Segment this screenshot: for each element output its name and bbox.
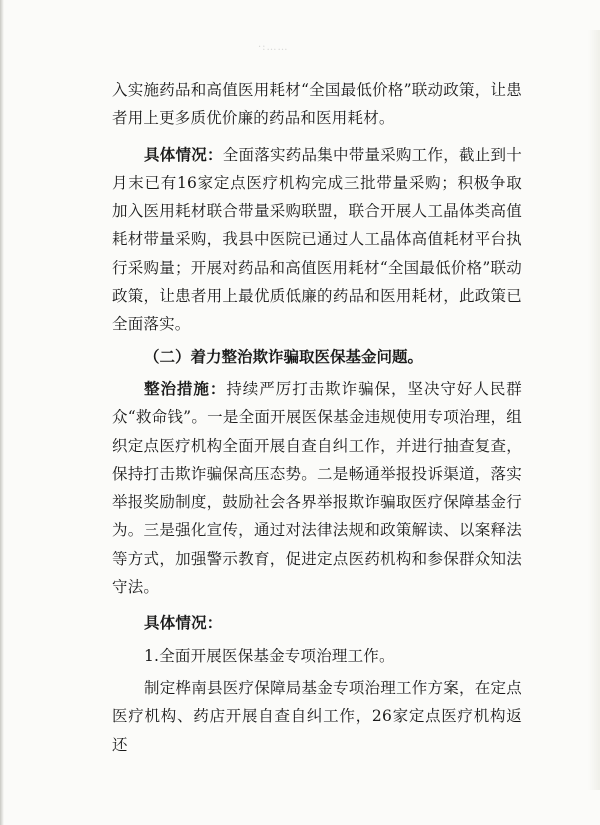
paragraph-implementation-drugs	[112, 141, 522, 339]
paragraph-fund-rectification: 制定桦南县医疗保障局基金专项治理工作方案，在定点医疗机构、药店开展自查自纠工作，26家定点医疗机构返还	[112, 678, 522, 754]
paragraph-text: 全面落实药品集中带量采购工作，截止到十月末已有16家定点医疗机构完成三批带量采购；积极争取加入医用耗材联合带量采购联盟，联合开展人工晶体类高值耗材带量采购，我县中医院已通过人工晶体高值耗材平台执行采购量；开展对药品和高值医用耗材“全国最低价格”联动政策，让患者用上最优质低廉的药品和医用耗材，此政策已全面落实。	[112, 145, 522, 334]
paragraph-label: 整治措施：	[144, 378, 227, 398]
paragraph-rectification-measures	[112, 375, 522, 601]
paragraph-continuation: 入实施药品和高值医用耗材“全国最低价格”联动政策，让患者用上更多质优价廉的药品和医用耗材。	[112, 81, 522, 128]
section-heading: （二）着力整治欺诈骗取医保基金问题。	[144, 347, 424, 366]
faint-header-stamp: ·:……	[258, 42, 289, 53]
paragraph-label-standalone: 具体情况：	[144, 613, 223, 633]
scan-right-edge-bleed	[588, 30, 600, 790]
paragraph-text: 持续严厉打击欺诈骗保，坚决守好人民群众“救命钱”。一是全面开展医保基金违规使用专项治理，组织定点医疗机构全面开展自查自纠工作，并进行抽查复查，保持打击欺诈骗保高压态势。二是畅通举报投诉渠道，落实举报奖励制度，鼓励社会各界举报欺诈骗取医疗保障基金行为。三是强化宣传，通过对法律法规和政策解读、以案释法等方式，加强警示教育，促进定点医药机构和参保群众知法守法。	[112, 379, 522, 597]
scan-left-edge-shadow	[0, 0, 4, 825]
document-body	[112, 76, 522, 759]
paragraph-label: 具体情况：	[144, 144, 223, 164]
list-item-1: 1.全面开展医保基金专项治理工作。	[144, 646, 395, 665]
